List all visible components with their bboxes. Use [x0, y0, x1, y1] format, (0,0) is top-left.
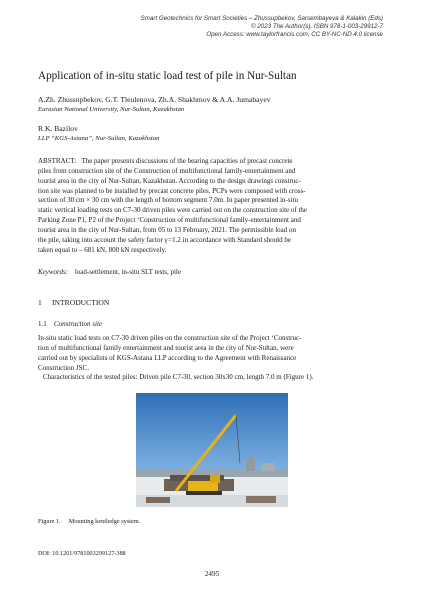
keywords-label: Keywords:	[38, 268, 69, 276]
figure-label: Figure 1.	[38, 518, 61, 525]
subsection-number: 1.1	[38, 320, 47, 328]
abstract-line: static vertical loading tests on C7-30 driven piles were carried out on the construction site of the	[38, 206, 308, 215]
pile-stack	[146, 497, 170, 503]
body-line: Construction JSC.	[38, 363, 89, 372]
abstract-line: tion site was planned to be installed by precast concrete piles. PCPs were composed with cross-	[38, 186, 306, 195]
author-list-1: A.Zh. Zhussupbekov, G.T. Tleulenova, Zh.A. Shakhmov & A.A. Jumabayev	[38, 95, 271, 104]
running-header	[141, 15, 383, 40]
body-line: carried out by specialists of KGS-Astana LLP according to the Agreement with Renaissance	[38, 353, 297, 362]
abstract-line: the pile, taking into account the safety factor γ =1.2 in accordance with Standard should be	[38, 235, 291, 244]
page-number: 2495	[204, 570, 220, 578]
abstract-line: ABSTRACT: The paper presents discussions of the bearing capacities of precast concrete	[38, 157, 293, 165]
doi: DOI: 10.1201/9781003299127-388	[38, 550, 126, 557]
body-line: In-situ static load tests on C7-30 driven piles on the construction site of the Project ‘Construc-	[38, 334, 302, 342]
section-title: INTRODUCTION	[52, 298, 110, 307]
header-line-1: Smart Geotechnics for Smart Societies – Zhussupbekov, Sarsembayeva & Kalakin (Eds)	[140, 15, 383, 22]
abstract-line: section of 30 cm × 30 cm with the length of bottom segment 7.0m. In paper presented in-situ	[38, 196, 298, 205]
body-line: tion of multifunctional family entertainment and tourist area in the city of Nur-Sultan, were	[38, 343, 294, 352]
affiliation-2: LLP “KGS-Astana”, Nur-Sultan, Kazakhstan	[38, 135, 160, 142]
pile-stack	[246, 496, 276, 503]
abstract-line: taken equal to – 681 kN, 800 kN respectively.	[38, 245, 167, 254]
distant-building	[261, 463, 275, 471]
paper-title: Application of in-situ static load test of pile in Nur-Sultan	[38, 70, 297, 82]
keywords	[38, 268, 181, 276]
abstract-line: piles from construction site of the Construction of multifunctional family-entertainment and	[38, 166, 296, 175]
crane-cab	[210, 475, 220, 483]
author-list-2: R.K. Bazilov	[38, 124, 78, 133]
section-number: 1	[38, 298, 42, 307]
abstract-line: tourist area in the city of Nur-Sultan, from 05 to 13 February, 2021. The permissible load on	[38, 225, 297, 234]
header-line-3: Open Access: www.taylorfrancis.com, CC BY-NC-ND 4.0 license	[206, 31, 383, 39]
distant-tower	[246, 457, 255, 471]
subsection-title: Construction site	[54, 320, 103, 328]
abstract-line: Parking Zone P1, P2 of the Project ‘Construction of multifunctional family-entertainment and	[38, 216, 301, 225]
subsection-heading	[38, 320, 102, 328]
abstract	[38, 157, 385, 255]
abstract-line: tourist area in the city of Nur-Sultan, Kazakhstan. According to the design drawings construc-	[38, 176, 301, 185]
abstract-label: ABSTRACT:	[38, 157, 77, 165]
affiliation-1: Eurasian National University, Nur-Sultan, Kazakhstan	[38, 106, 185, 113]
crane-tracks	[186, 491, 222, 495]
header-line-2: © 2023 The Author(s), ISBN 978-1-003-29912-7	[251, 23, 383, 31]
section-heading	[38, 298, 109, 307]
crane-photo	[136, 393, 288, 507]
body-paragraph	[38, 334, 385, 374]
body-paragraph-2: Characteristics of the tested piles: Driven pile C7-30, section 30x30 cm, length 7.0 m (Figure 1).	[43, 373, 314, 381]
figure-caption-text: Mounting kentledge system.	[68, 518, 141, 525]
keywords-text: load-settlement, in-situ SLT tests, pile	[74, 268, 181, 276]
figure-caption	[38, 518, 140, 525]
